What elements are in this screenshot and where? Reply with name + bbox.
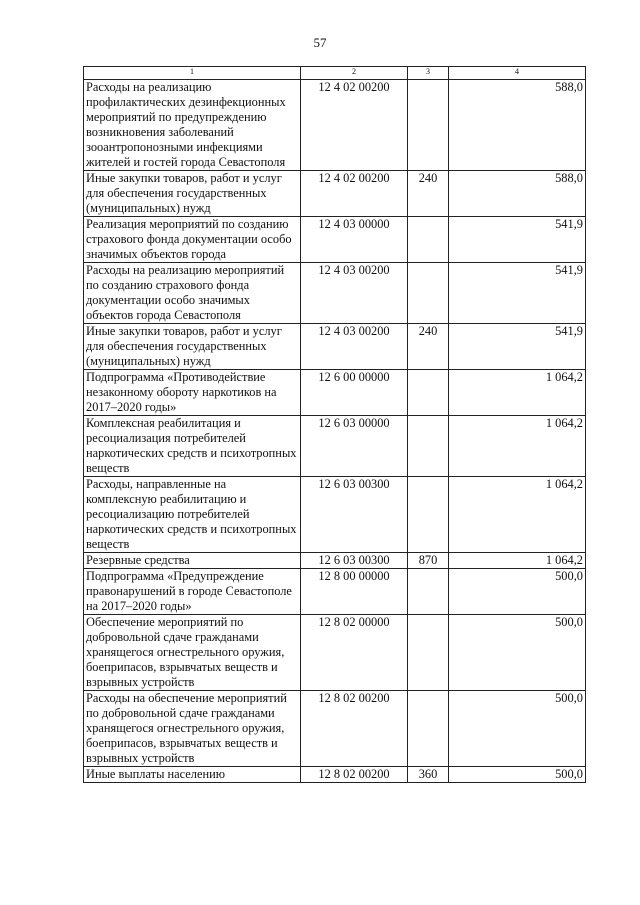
table-row: [84, 171, 586, 217]
amount-cell: 541,9: [449, 324, 586, 370]
table-row: [84, 477, 586, 553]
amount-cell: 1 064,2: [449, 553, 586, 569]
target-code-cell: 12 6 03 00300: [301, 477, 408, 553]
column-number-3: 3: [408, 67, 449, 80]
budget-table: [83, 66, 586, 783]
amount-cell: 541,9: [449, 217, 586, 263]
target-code-cell: 12 8 02 00000: [301, 615, 408, 691]
expense-type-cell: 240: [408, 324, 449, 370]
expense-type-cell: 360: [408, 767, 449, 783]
expense-name-cell: Иные выплаты населению: [84, 767, 301, 783]
amount-cell: 588,0: [449, 80, 586, 171]
expense-name-cell: Обеспечение мероприятий по добровольной сдаче гражданами хранящегося огнестрельного оружия, боеприпасов, взрывчатых веществ и взрывных устройств: [84, 615, 301, 691]
amount-cell: 500,0: [449, 767, 586, 783]
expense-name-cell: Расходы на реализацию профилактических дезинфекционных мероприятий по предупреждению возникновения заболеваний зооантропонозными инфекциями жителей и гостей города Севастополя: [84, 80, 301, 171]
table-row: [84, 691, 586, 767]
expense-name-cell: Расходы, направленные на комплексную реабилитацию и ресоциализацию потребителей наркотических средств и психотропных веществ: [84, 477, 301, 553]
table-row: [84, 553, 586, 569]
table-body: [84, 80, 586, 783]
expense-type-cell: [408, 263, 449, 324]
expense-name-cell: Расходы на обеспечение мероприятий по добровольной сдаче гражданами хранящегося огнестрельного оружия, боеприпасов, взрывчатых веществ и взрывных устройств: [84, 691, 301, 767]
table-row: [84, 767, 586, 783]
amount-cell: 588,0: [449, 171, 586, 217]
column-number-1: 1: [84, 67, 301, 80]
expense-name-cell: Подпрограмма «Предупреждение правонарушений в городе Севастополе на 2017–2020 годы»: [84, 569, 301, 615]
amount-cell: 1 064,2: [449, 370, 586, 416]
table-row: [84, 217, 586, 263]
target-code-cell: 12 4 03 00000: [301, 217, 408, 263]
expense-name-cell: Расходы на реализацию мероприятий по созданию страхового фонда документации особо значимых объектов города Севастополя: [84, 263, 301, 324]
amount-cell: 1 064,2: [449, 477, 586, 553]
table-row: [84, 416, 586, 477]
amount-cell: 500,0: [449, 691, 586, 767]
amount-cell: 541,9: [449, 263, 586, 324]
expense-type-cell: 240: [408, 171, 449, 217]
expense-type-cell: [408, 416, 449, 477]
amount-cell: 1 064,2: [449, 416, 586, 477]
target-code-cell: 12 8 02 00200: [301, 691, 408, 767]
target-code-cell: 12 6 03 00300: [301, 553, 408, 569]
expense-name-cell: Подпрограмма «Противодействие незаконному обороту наркотиков на 2017–2020 годы»: [84, 370, 301, 416]
expense-type-cell: [408, 80, 449, 171]
expense-type-cell: 870: [408, 553, 449, 569]
expense-name-cell: Резервные средства: [84, 553, 301, 569]
expense-type-cell: [408, 370, 449, 416]
table-row: [84, 569, 586, 615]
column-number-row: [84, 67, 586, 80]
expense-type-cell: [408, 477, 449, 553]
expense-name-cell: Комплексная реабилитация и ресоциализация потребителей наркотических средств и психотропных веществ: [84, 416, 301, 477]
expense-type-cell: [408, 569, 449, 615]
expense-name-cell: Реализация мероприятий по созданию страхового фонда документации особо значимых объектов города: [84, 217, 301, 263]
target-code-cell: 12 4 02 00200: [301, 80, 408, 171]
target-code-cell: 12 6 00 00000: [301, 370, 408, 416]
expense-name-cell: Иные закупки товаров, работ и услуг для обеспечения государственных (муниципальных) нужд: [84, 324, 301, 370]
column-number-4: 4: [449, 67, 586, 80]
amount-cell: 500,0: [449, 615, 586, 691]
table-row: [84, 615, 586, 691]
expense-name-cell: Иные закупки товаров, работ и услуг для обеспечения государственных (муниципальных) нужд: [84, 171, 301, 217]
target-code-cell: 12 8 00 00000: [301, 569, 408, 615]
target-code-cell: 12 4 02 00200: [301, 171, 408, 217]
target-code-cell: 12 6 03 00000: [301, 416, 408, 477]
target-code-cell: 12 4 03 00200: [301, 324, 408, 370]
expense-type-cell: [408, 615, 449, 691]
target-code-cell: 12 4 03 00200: [301, 263, 408, 324]
column-number-2: 2: [301, 67, 408, 80]
table-row: [84, 80, 586, 171]
target-code-cell: 12 8 02 00200: [301, 767, 408, 783]
table-row: [84, 370, 586, 416]
expense-type-cell: [408, 691, 449, 767]
amount-cell: 500,0: [449, 569, 586, 615]
table-row: [84, 263, 586, 324]
page-number: 57: [313, 35, 327, 50]
expense-type-cell: [408, 217, 449, 263]
table-row: [84, 324, 586, 370]
